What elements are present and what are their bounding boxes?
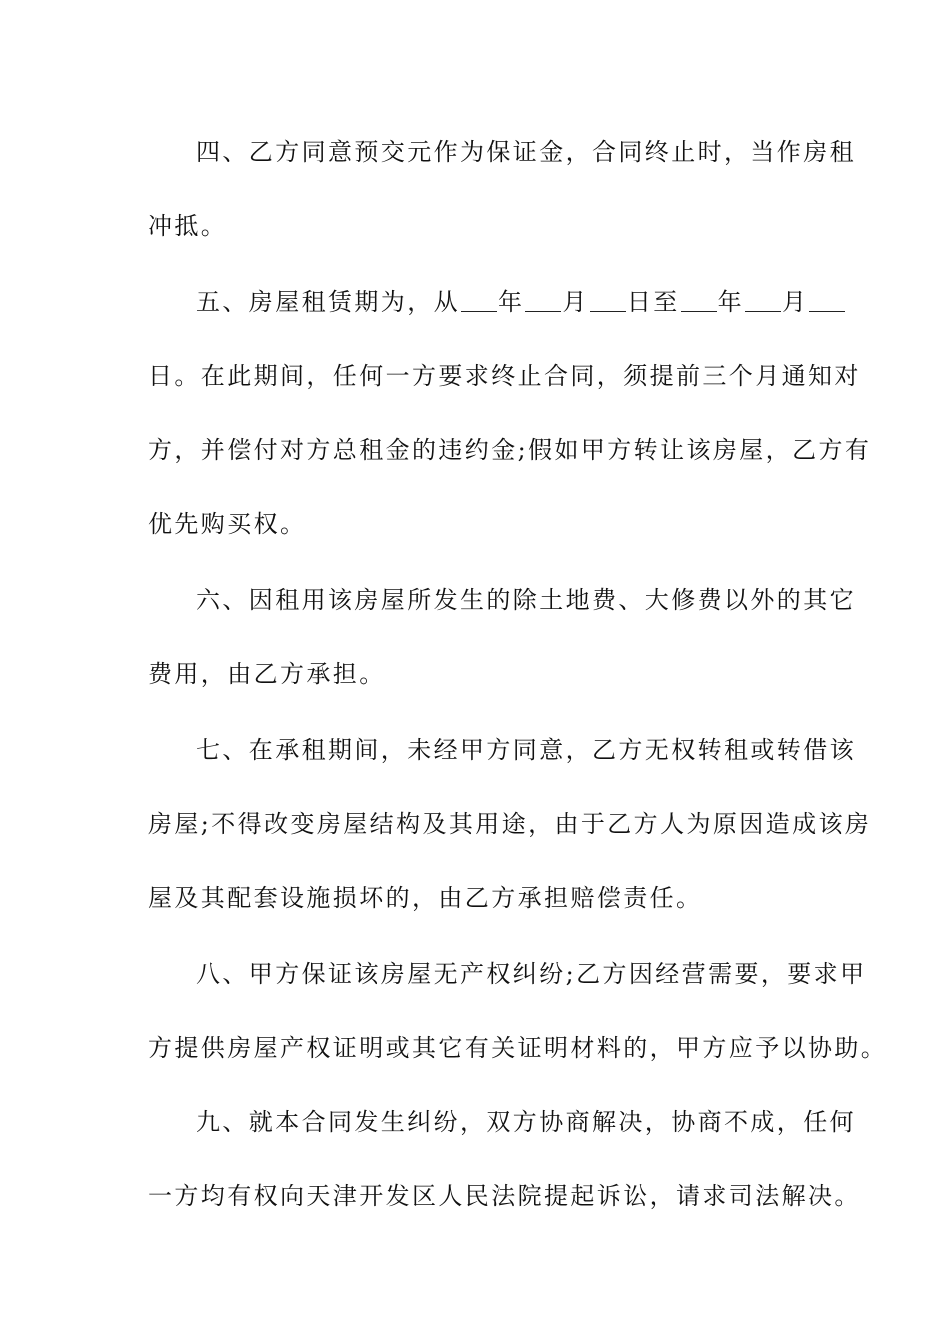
clause-7-line-2: 房屋;不得改变房屋结构及其用途，由于乙方人为原因造成该房 <box>148 810 872 838</box>
month-blank <box>745 287 781 312</box>
year-blank <box>461 287 497 312</box>
clause-5-text-2: 年 <box>498 288 525 316</box>
clause-5-text-6: 月 <box>782 288 809 316</box>
clause-9-line-2: 一方均有权向天津开发区人民法院提起诉讼，请求司法解决。 <box>148 1182 861 1210</box>
clause-5-line-1 <box>196 282 808 322</box>
clause-8-line-2: 方提供房屋产权证明或其它有关证明材料的，甲方应予以协助。 <box>148 1034 888 1062</box>
day-blank <box>590 287 626 312</box>
clause-4-line-2: 冲抵。 <box>148 212 228 240</box>
clause-5-text-3: 月 <box>562 288 589 316</box>
clause-7-line-1: 七、在承租期间，未经甲方同意，乙方无权转租或转借该 <box>196 736 856 764</box>
clause-5-line-2: 日。在此期间，任何一方要求终止合同，须提前三个月通知对 <box>148 362 861 390</box>
clause-7-line-3: 屋及其配套设施损坏的，由乙方承担赔偿责任。 <box>148 884 703 912</box>
clause-4-line-1: 四、乙方同意预交元作为保证金，合同终止时，当作房租 <box>196 138 856 166</box>
clause-5-text-5: 年 <box>717 288 745 316</box>
clause-9-line-1: 九、就本合同发生纠纷，双方协商解决，协商不成，任何 <box>196 1108 856 1136</box>
clause-5-text-4: 日至 <box>626 288 680 316</box>
clause-5-line-4: 优先购买权。 <box>148 510 307 538</box>
clause-6-line-2: 费用，由乙方承担。 <box>148 660 386 688</box>
day-blank <box>809 287 845 312</box>
clause-8-line-1: 八、甲方保证该房屋无产权纠纷;乙方因经营需要，要求甲 <box>196 960 867 988</box>
month-blank <box>525 287 561 312</box>
year-blank <box>681 287 717 312</box>
clause-5-text-1: 五、房屋租赁期为，从 <box>196 288 460 316</box>
clause-6-line-1: 六、因租用该房屋所发生的除土地费、大修费以外的其它 <box>196 586 856 614</box>
clause-5-line-3: 方，并偿付对方总租金的违约金;假如甲方转让该房屋，乙方有 <box>148 436 872 464</box>
